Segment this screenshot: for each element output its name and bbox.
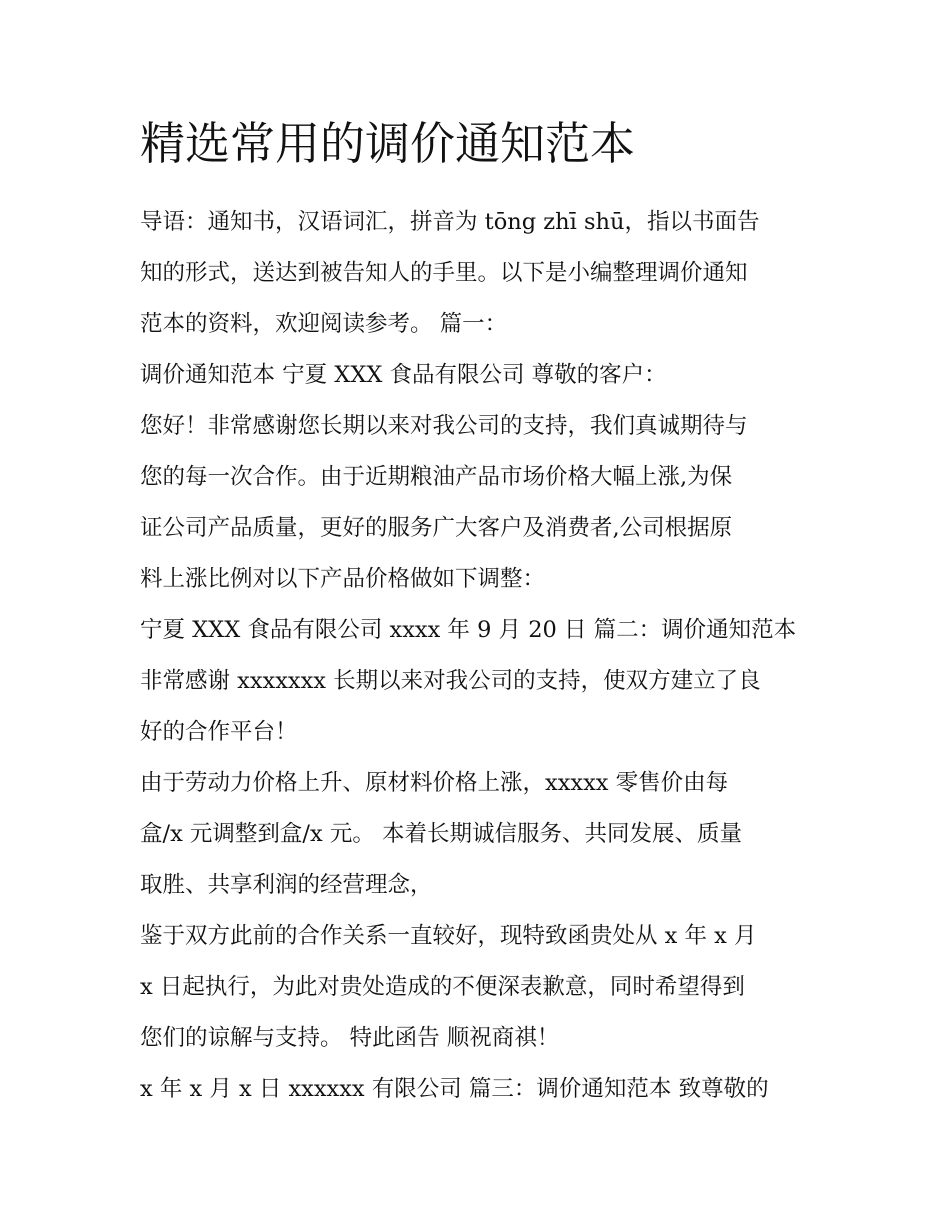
text-line-9: 宁夏 XXX 食品有限公司 xxxx 年 9 月 20 日 篇二：调价通知范本 (140, 617, 797, 643)
text-line-5: 您好！非常感谢您长期以来对我公司的支持，我们真诚期待与 (140, 413, 748, 439)
text-line-6: 您的每一次合作。由于近期粮油产品市场价格大幅上涨,为保 (140, 464, 733, 490)
text-line-10: 非常感谢 xxxxxxx 长期以来对我公司的支持，使双方建立了良 (140, 668, 761, 694)
text-line-4: 调价通知范本 宁夏 XXX 食品有限公司 尊敬的客户： (140, 362, 667, 388)
text-line-14: 取胜、共享利润的经营理念， (140, 872, 433, 898)
text-line-1: 导语：通知书，汉语词汇，拼音为 tōng zhī shū，指以书面告 (140, 209, 760, 235)
text-line-2: 知的形式，送达到被告知人的手里。以下是小编整理调价通知 (140, 260, 748, 286)
document-title: 精选常用的调价通知范本 (140, 117, 636, 170)
text-line-11: 好的合作平台！ (140, 719, 298, 745)
text-line-15: 鉴于双方此前的合作关系一直较好，现特致函贵处从 x 年 x 月 (140, 923, 757, 949)
text-line-7: 证公司产品质量，更好的服务广大客户及消费者,公司根据原 (140, 515, 733, 541)
text-line-3: 范本的资料，欢迎阅读参考。 篇一： (140, 311, 508, 337)
text-line-8: 料上涨比例对以下产品价格做如下调整： (140, 566, 546, 592)
text-line-12: 由于劳动力价格上升、原材料价格上涨，xxxxx 零售价由每 (140, 770, 729, 796)
text-line-13: 盒/x 元调整到盒/x 元。 本着长期诚信服务、共同发展、质量 (140, 821, 742, 847)
text-line-18: x 年 x 月 x 日 xxxxxx 有限公司 篇三：调价通知范本 致尊敬的 (140, 1076, 769, 1102)
document-body (140, 197, 830, 1115)
text-line-16: x 日起执行，为此对贵处造成的不便深表歉意，同时希望得到 (140, 974, 745, 1000)
text-line-17: 您们的谅解与支持。 特此函告 顺祝商祺！ (140, 1025, 560, 1051)
